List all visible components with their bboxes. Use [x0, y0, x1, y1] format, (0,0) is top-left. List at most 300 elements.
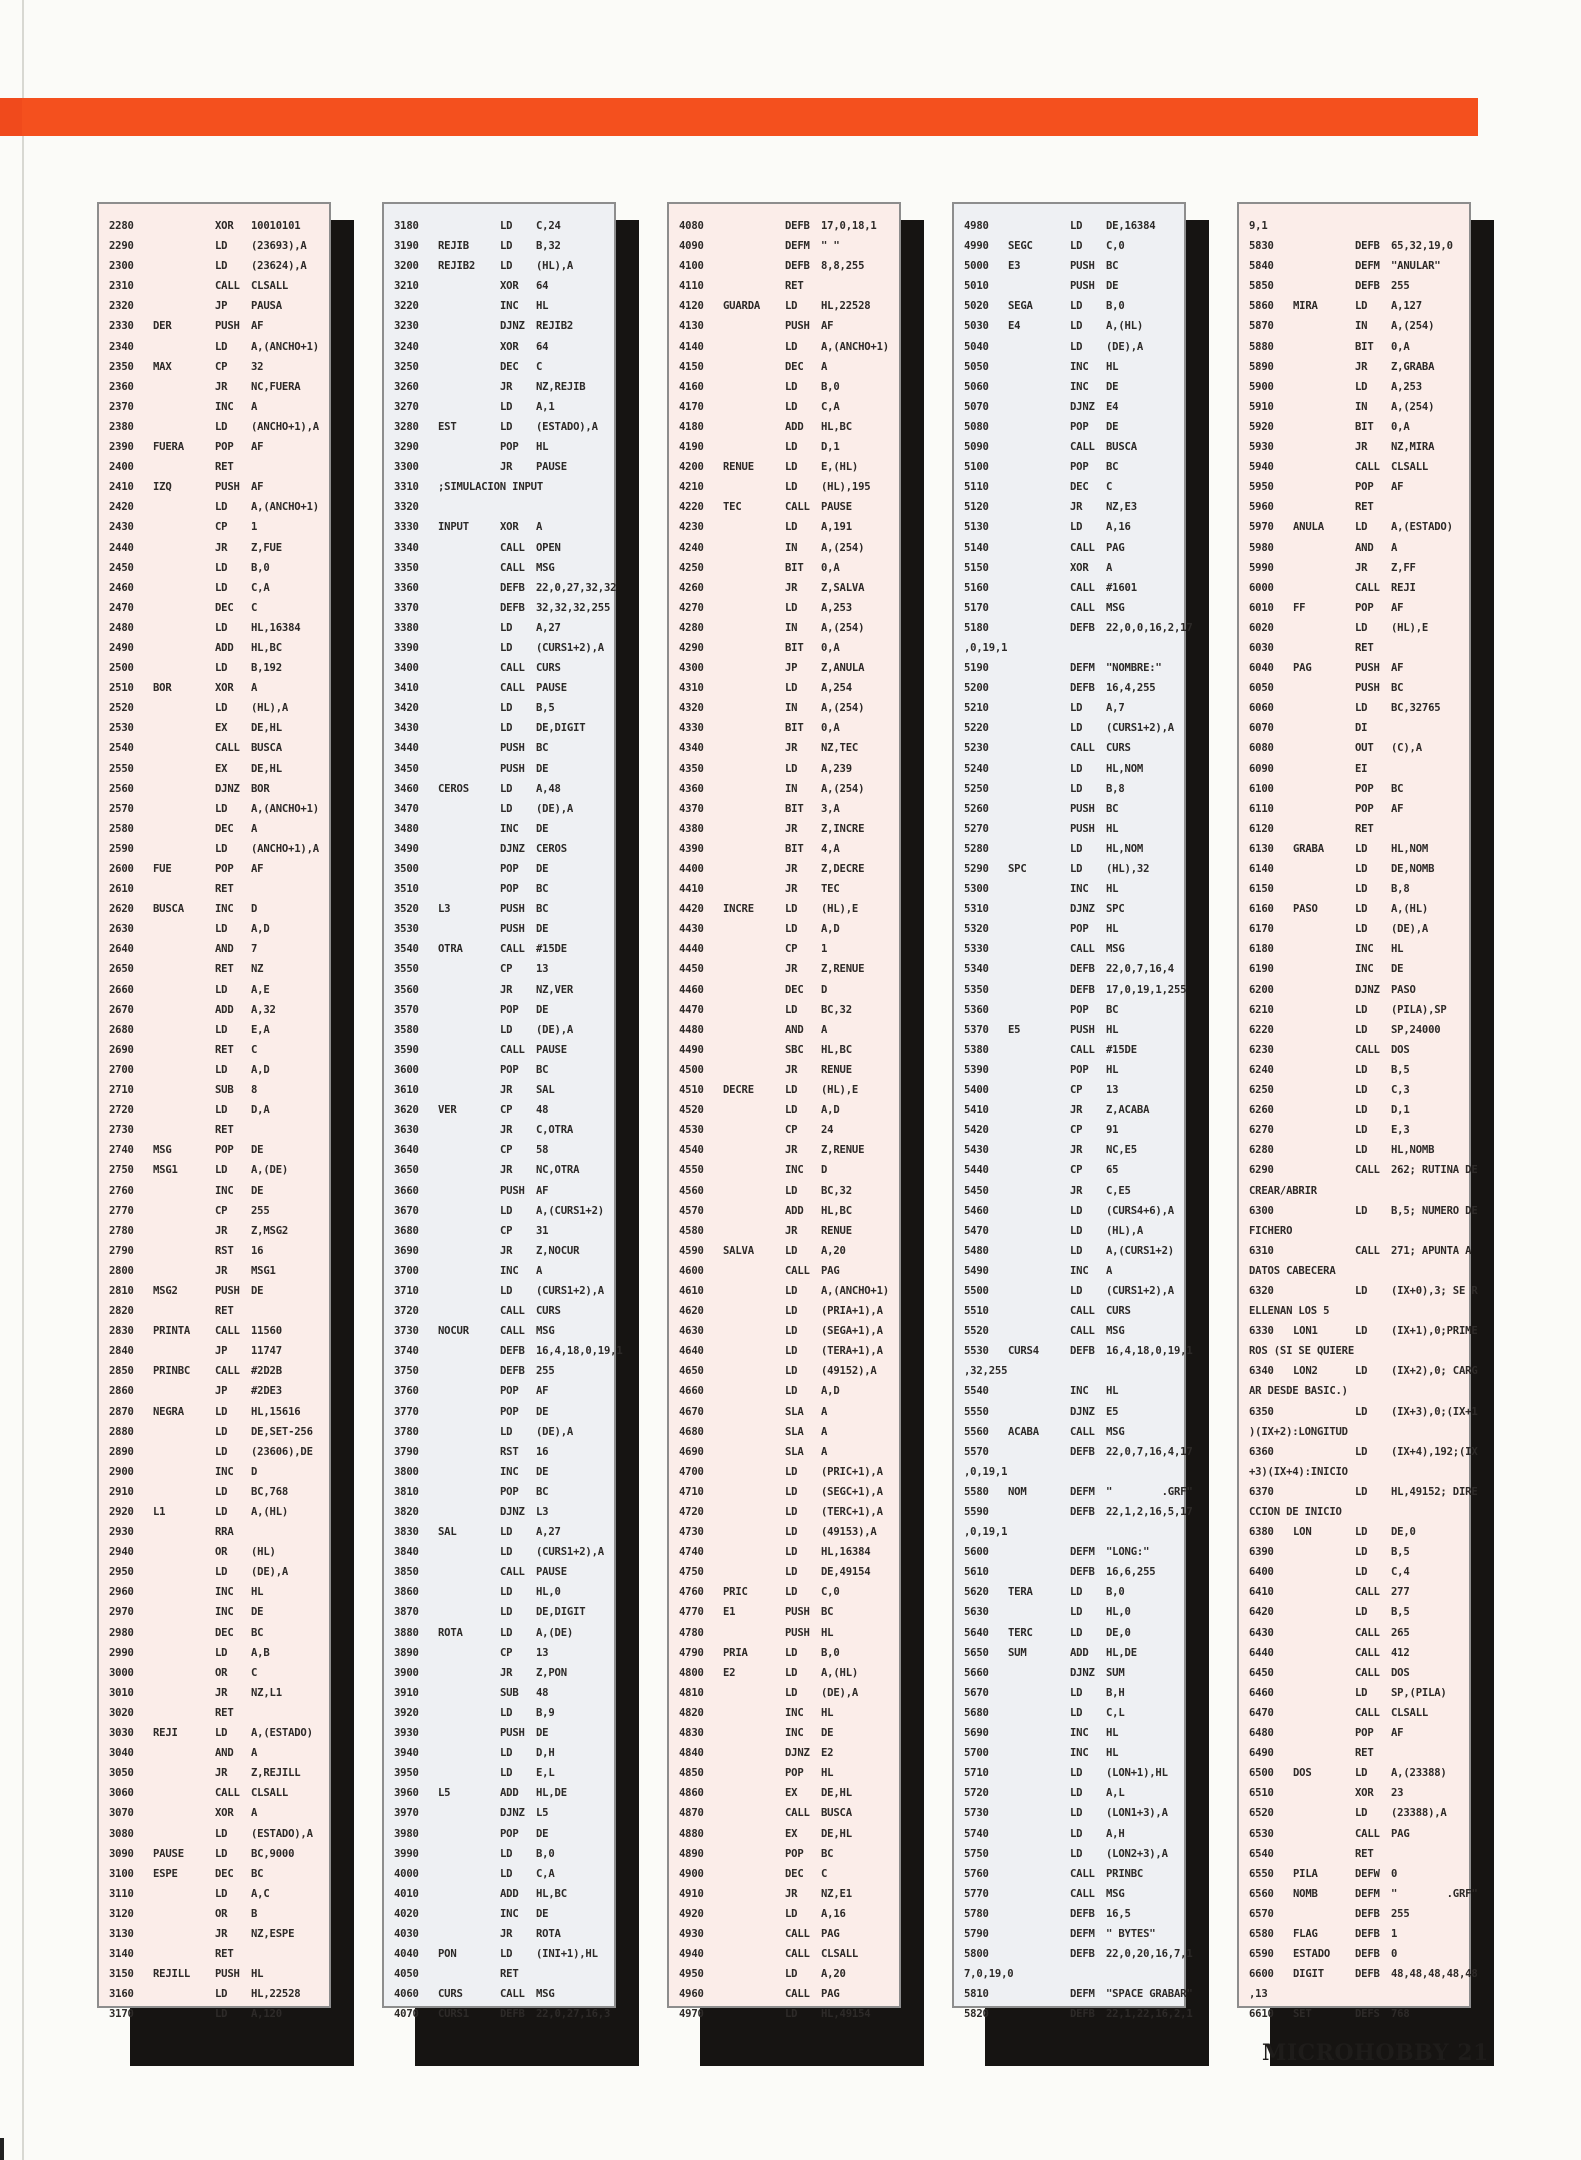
opcode: DEC — [785, 360, 804, 373]
operand: DE — [1106, 280, 1119, 293]
code-line — [1249, 417, 1463, 437]
opcode: CALL — [1070, 742, 1095, 755]
line-number: 4230 — [679, 521, 704, 534]
operand: HL — [1106, 883, 1119, 896]
line-continuation: CCION DE INICIO — [1249, 1506, 1342, 1518]
operand: DE,DIGIT — [536, 722, 586, 735]
operand: 32 — [251, 360, 264, 373]
operand: 16,5 — [1106, 1907, 1131, 1920]
opcode: CALL — [1355, 1164, 1380, 1177]
line-number: 3050 — [109, 1767, 134, 1780]
opcode: LD — [785, 461, 798, 474]
code-line — [109, 2004, 323, 2024]
code-line — [1249, 1321, 1478, 1341]
line-number: 3250 — [394, 360, 419, 373]
operand: DOS — [1391, 1043, 1410, 1056]
line-number: 2480 — [109, 621, 134, 634]
operand: 1 — [821, 943, 828, 956]
line-number: 4700 — [679, 1465, 704, 1478]
code-line — [1249, 919, 1463, 939]
line-number: 4800 — [679, 1666, 704, 1679]
line-label: SET — [1293, 2008, 1312, 2021]
code-line — [394, 678, 608, 698]
line-number: 5980 — [1249, 541, 1274, 554]
opcode: CALL — [785, 501, 810, 514]
line-number: 5880 — [1249, 340, 1274, 353]
opcode: DEC — [1070, 481, 1089, 494]
operand: DE,16384 — [1106, 220, 1156, 232]
operand: DE,HL — [821, 1787, 852, 1800]
line-number: 2880 — [109, 1425, 134, 1438]
line-number: 5160 — [964, 581, 989, 594]
opcode: LD — [1070, 1787, 1083, 1800]
line-label: E5 — [1008, 1023, 1021, 1036]
opcode: LD — [1355, 621, 1368, 634]
opcode: LD — [215, 802, 228, 815]
opcode: LD — [215, 1485, 228, 1498]
code-line — [394, 1683, 608, 1703]
code-line — [679, 1824, 893, 1844]
operand: PAG — [821, 1264, 840, 1277]
opcode: BIT — [785, 561, 804, 574]
operand: MSG1 — [251, 1264, 276, 1277]
line-number: 3470 — [394, 802, 419, 815]
line-number: 2750 — [109, 1164, 134, 1177]
opcode: LD — [215, 1063, 228, 1076]
code-line — [964, 738, 1178, 758]
code-line — [109, 638, 323, 658]
opcode: JR — [785, 822, 798, 835]
line-number: 4440 — [679, 943, 704, 956]
code-line — [109, 276, 323, 296]
operand: 22,0,7,16,4,17 — [1106, 1445, 1193, 1458]
line-number: 2500 — [109, 662, 134, 675]
code-line — [679, 517, 893, 537]
opcode: LD — [1355, 1023, 1368, 1036]
opcode: RST — [500, 1445, 519, 1458]
line-number: 4730 — [679, 1526, 704, 1539]
line-label: MIRA — [1293, 300, 1318, 313]
operand: A — [821, 1425, 828, 1438]
code-line — [109, 779, 323, 799]
code-line — [394, 538, 608, 558]
line-label: ESTADO — [1293, 1948, 1331, 1961]
operand: 22,0,20,16,7,1 — [1106, 1948, 1193, 1961]
line-number: 2840 — [109, 1345, 134, 1358]
operand: 16 — [251, 1244, 264, 1257]
operand: C — [251, 1666, 258, 1679]
opcode: LD — [1355, 1325, 1368, 1338]
operand: (49152),A — [821, 1365, 877, 1378]
opcode: RRA — [215, 1526, 234, 1539]
line-number: 6610 — [1249, 2008, 1274, 2021]
line-label: REJILL — [153, 1968, 191, 1981]
code-line — [394, 1020, 608, 1040]
line-number: 5740 — [964, 1827, 989, 1840]
line-number: 5800 — [964, 1948, 989, 1961]
line-label: RENUE — [723, 461, 754, 474]
code-line — [964, 598, 1178, 618]
opcode: POP — [1355, 802, 1374, 815]
operand: " .GRF" — [1391, 1887, 1478, 1900]
line-number: 3550 — [394, 963, 419, 976]
operand: PAUSE — [536, 1043, 567, 1056]
opcode: LD — [500, 1546, 513, 1559]
code-line — [1249, 1462, 1463, 1482]
opcode: JR — [785, 1887, 798, 1900]
operand: A,(ANCHO+1) — [821, 1284, 889, 1297]
code-line — [394, 1904, 608, 1924]
line-number: 3530 — [394, 923, 419, 936]
line-number: 3510 — [394, 883, 419, 896]
code-line — [109, 598, 323, 618]
code-line — [394, 1844, 608, 1864]
code-line — [964, 1844, 1178, 1864]
operand: (TERC+1),A — [821, 1506, 883, 1518]
operand: 17,0,18,1 — [821, 220, 877, 232]
code-line — [109, 1301, 323, 1321]
code-line — [109, 1321, 323, 1341]
opcode: LD — [215, 1727, 228, 1740]
line-number: 2330 — [109, 320, 134, 333]
operand: 64 — [536, 280, 549, 293]
line-number: 5650 — [964, 1646, 989, 1659]
code-line — [964, 1160, 1178, 1180]
operand: Z,NOCUR — [536, 1244, 580, 1257]
operand: A,L — [1106, 1787, 1125, 1800]
code-line — [1249, 256, 1463, 276]
code-line — [679, 718, 893, 738]
opcode: CALL — [1070, 1887, 1095, 1900]
line-number: 2440 — [109, 541, 134, 554]
line-number: 3580 — [394, 1023, 419, 1036]
code-line — [679, 759, 893, 779]
operand: "NOMBRE:" — [1106, 662, 1162, 675]
line-number: 3170 — [109, 2008, 134, 2021]
line-number: 4920 — [679, 1907, 704, 1920]
line-number: 6370 — [1249, 1485, 1274, 1498]
line-continuation: )(IX+2):LONGITUD — [1249, 1425, 1348, 1438]
code-line — [1249, 899, 1463, 919]
opcode: LD — [500, 1706, 513, 1719]
opcode: OR — [215, 1666, 228, 1679]
opcode: SBC — [785, 1043, 804, 1056]
operand: C,A — [251, 581, 270, 594]
operand: HL — [536, 441, 549, 454]
code-line — [964, 2004, 1193, 2024]
operand: 0,A — [1391, 420, 1410, 433]
line-number: 5310 — [964, 903, 989, 916]
opcode: INC — [215, 1184, 234, 1197]
opcode: LD — [1070, 702, 1083, 715]
opcode: CALL — [1355, 1646, 1380, 1659]
line-number: 5370 — [964, 1023, 989, 1036]
code-line — [394, 1984, 608, 2004]
code-line — [394, 879, 608, 899]
code-line — [1249, 1422, 1463, 1442]
line-number: 2570 — [109, 802, 134, 815]
code-line — [1249, 939, 1463, 959]
code-line — [1249, 1643, 1463, 1663]
operand: Z,REJILL — [251, 1767, 301, 1780]
opcode: CALL — [785, 1988, 810, 2001]
code-line — [1249, 1924, 1463, 1944]
code-line — [964, 819, 1178, 839]
operand: 0,A — [821, 561, 840, 574]
code-line — [964, 377, 1178, 397]
opcode: DEFB — [1070, 682, 1095, 695]
operand: Z,RENUE — [821, 1144, 865, 1157]
opcode: LD — [1355, 883, 1368, 896]
line-continuation: +3)(IX+4):INICIO — [1249, 1465, 1348, 1478]
operand: NZ,ESPE — [251, 1927, 295, 1940]
line-number: 3730 — [394, 1325, 419, 1338]
line-label: SALVA — [723, 1244, 754, 1257]
line-number: 4830 — [679, 1727, 704, 1740]
line-number: 4210 — [679, 481, 704, 494]
line-number: 2770 — [109, 1204, 134, 1217]
line-label: LON2 — [1293, 1365, 1318, 1378]
operand: CLSALL — [251, 1787, 289, 1800]
line-number: 2850 — [109, 1365, 134, 1378]
line-number: 6320 — [1249, 1284, 1274, 1297]
operand: BC — [1391, 682, 1404, 695]
code-line — [109, 256, 323, 276]
operand: A,E — [251, 983, 270, 996]
operand: B,5 — [1391, 1063, 1410, 1076]
code-line — [964, 1502, 1193, 1522]
code-line — [1249, 1803, 1463, 1823]
code-line — [679, 1643, 893, 1663]
operand: SP,24000 — [1391, 1023, 1441, 1036]
code-line — [109, 1723, 323, 1743]
code-line — [1249, 437, 1463, 457]
operand: Z,INCRE — [821, 822, 865, 835]
line-number: 3150 — [109, 1968, 134, 1981]
opcode: DEFB — [1355, 1927, 1380, 1940]
line-number: 6390 — [1249, 1546, 1274, 1559]
code-line — [109, 859, 323, 879]
line-number: 4930 — [679, 1927, 704, 1940]
line-number: 3350 — [394, 561, 419, 574]
operand: 3,A — [821, 802, 840, 815]
opcode: PUSH — [1070, 260, 1095, 273]
operand: A,D — [821, 1104, 840, 1117]
opcode: ADD — [1070, 1646, 1089, 1659]
opcode: LD — [500, 260, 513, 273]
line-number: 3500 — [394, 863, 419, 875]
code-line — [109, 437, 323, 457]
operand: AF — [1391, 662, 1404, 675]
line-number: 3390 — [394, 641, 419, 654]
operand: HL,NOM — [1391, 842, 1429, 855]
code-line — [394, 1261, 608, 1281]
code-line — [394, 357, 608, 377]
code-line — [1249, 1984, 1463, 2004]
operand: A,(23388) — [1391, 1767, 1447, 1780]
code-line — [964, 578, 1178, 598]
operand: BC,32 — [821, 1003, 852, 1016]
code-line — [109, 1442, 323, 1462]
operand: REJIB2 — [536, 320, 574, 333]
line-label: BOR — [153, 682, 172, 695]
line-number: 3400 — [394, 662, 419, 675]
operand: HL,22528 — [251, 1988, 301, 2001]
line-continuation: ELLENAN LOS 5 — [1249, 1305, 1330, 1318]
opcode: PUSH — [500, 903, 525, 916]
opcode: DEFB — [1355, 1968, 1380, 1981]
code-line — [964, 839, 1178, 859]
line-number: 6530 — [1249, 1827, 1274, 1840]
opcode: DEFM — [1070, 1927, 1095, 1940]
opcode: CALL — [1070, 1867, 1095, 1880]
line-number: 6420 — [1249, 1606, 1274, 1619]
operand: D — [251, 1465, 258, 1478]
code-line — [964, 939, 1178, 959]
line-number: 5140 — [964, 541, 989, 554]
line-number: 3790 — [394, 1445, 419, 1458]
opcode: ADD — [215, 1003, 234, 1016]
line-continuation: ,0,19,1 — [964, 641, 1008, 654]
line-number: 5350 — [964, 983, 989, 996]
operand: HL,BC — [251, 641, 282, 654]
line-number: 6110 — [1249, 802, 1274, 815]
operand: A,(254) — [821, 541, 865, 554]
operand: C,A — [821, 400, 840, 413]
line-number: 3010 — [109, 1686, 134, 1699]
code-line — [1249, 779, 1463, 799]
line-label: MSG — [153, 1144, 172, 1157]
code-line — [109, 538, 323, 558]
operand: 265 — [1391, 1626, 1410, 1639]
opcode: PUSH — [500, 1184, 525, 1197]
operand: L3 — [536, 1506, 549, 1518]
opcode: XOR — [500, 280, 519, 293]
code-line — [109, 1281, 323, 1301]
opcode: LD — [785, 1284, 798, 1297]
line-number: 4870 — [679, 1807, 704, 1820]
line-number: 6080 — [1249, 742, 1274, 755]
operand: CLSALL — [821, 1948, 859, 1961]
code-line — [964, 1341, 1193, 1361]
line-number: 6150 — [1249, 883, 1274, 896]
operand: DE — [821, 1727, 834, 1740]
opcode: LD — [1070, 722, 1083, 735]
code-line — [679, 1803, 893, 1823]
code-line — [679, 216, 893, 236]
operand: NZ,TEC — [821, 742, 859, 755]
line-number: 5330 — [964, 943, 989, 956]
code-line — [964, 1000, 1178, 1020]
code-line — [964, 1040, 1178, 1060]
opcode: LD — [785, 1325, 798, 1338]
code-line — [109, 236, 323, 256]
opcode: POP — [1070, 1063, 1089, 1076]
operand: HL — [1106, 822, 1119, 835]
operand: MSG — [1106, 943, 1125, 956]
line-number: 4080 — [679, 220, 704, 232]
line-number: 3780 — [394, 1425, 419, 1438]
opcode: POP — [500, 1003, 519, 1016]
code-line — [964, 357, 1178, 377]
opcode: DJNZ — [1070, 1405, 1095, 1418]
code-line — [394, 256, 608, 276]
code-line — [679, 1120, 893, 1140]
operand: Z,DECRE — [821, 863, 865, 875]
line-continuation: AR DESDE BASIC.) — [1249, 1385, 1348, 1398]
operand: A — [251, 400, 258, 413]
code-line — [964, 437, 1178, 457]
code-line — [394, 779, 608, 799]
opcode: BIT — [1355, 420, 1374, 433]
operand: BC — [536, 883, 549, 896]
opcode: DEFB — [500, 581, 525, 594]
opcode: LD — [500, 1867, 513, 1880]
operand: A,C — [251, 1887, 270, 1900]
line-number: 2390 — [109, 441, 134, 454]
opcode: PUSH — [1070, 822, 1095, 835]
operand: 65 — [1106, 1164, 1119, 1177]
opcode: POP — [1070, 1003, 1089, 1016]
operand: (CURS1+2),A — [536, 1284, 604, 1297]
line-number: 3840 — [394, 1546, 419, 1559]
opcode: BIT — [785, 842, 804, 855]
code-line — [964, 397, 1178, 417]
operand: B,0 — [1106, 300, 1125, 313]
operand: (CURS4+6),A — [1106, 1204, 1174, 1217]
opcode: LD — [1070, 1586, 1083, 1599]
line-continuation: FICHERO — [1249, 1224, 1293, 1237]
code-line — [964, 296, 1178, 316]
operand: CURS — [536, 1305, 561, 1318]
code-line — [1249, 377, 1463, 397]
code-line — [394, 296, 608, 316]
line-continuation: 7,0,19,0 — [964, 1968, 1014, 1981]
line-number: 5750 — [964, 1847, 989, 1860]
opcode: LD — [1070, 1244, 1083, 1257]
code-line — [1249, 1904, 1463, 1924]
line-number: 3220 — [394, 300, 419, 313]
opcode: JR — [500, 380, 513, 393]
opcode: POP — [500, 1063, 519, 1076]
code-line — [394, 1763, 608, 1783]
line-number: 4620 — [679, 1305, 704, 1318]
code-line — [394, 1301, 608, 1321]
opcode: JR — [500, 1084, 513, 1097]
code-line — [109, 1020, 323, 1040]
operand: A,(HL) — [1391, 903, 1429, 916]
opcode: DEFB — [500, 1365, 525, 1378]
code-line — [964, 1562, 1178, 1582]
line-number: 4390 — [679, 842, 704, 855]
code-line — [394, 959, 608, 979]
code-line — [964, 337, 1178, 357]
operand: D,A — [251, 1104, 270, 1117]
code-line — [109, 558, 323, 578]
line-number: 4550 — [679, 1164, 704, 1177]
operand: (HL),E — [821, 1084, 859, 1097]
line-number: 6130 — [1249, 842, 1274, 855]
code-line — [1249, 1000, 1463, 1020]
opcode: LD — [215, 662, 228, 675]
opcode: LD — [215, 702, 228, 715]
listing-panel — [1237, 202, 1478, 2021]
operand: A,254 — [821, 682, 852, 695]
line-number: 3490 — [394, 842, 419, 855]
operand: A — [1391, 541, 1398, 554]
opcode: LD — [785, 1385, 798, 1398]
opcode: PUSH — [785, 1626, 810, 1639]
